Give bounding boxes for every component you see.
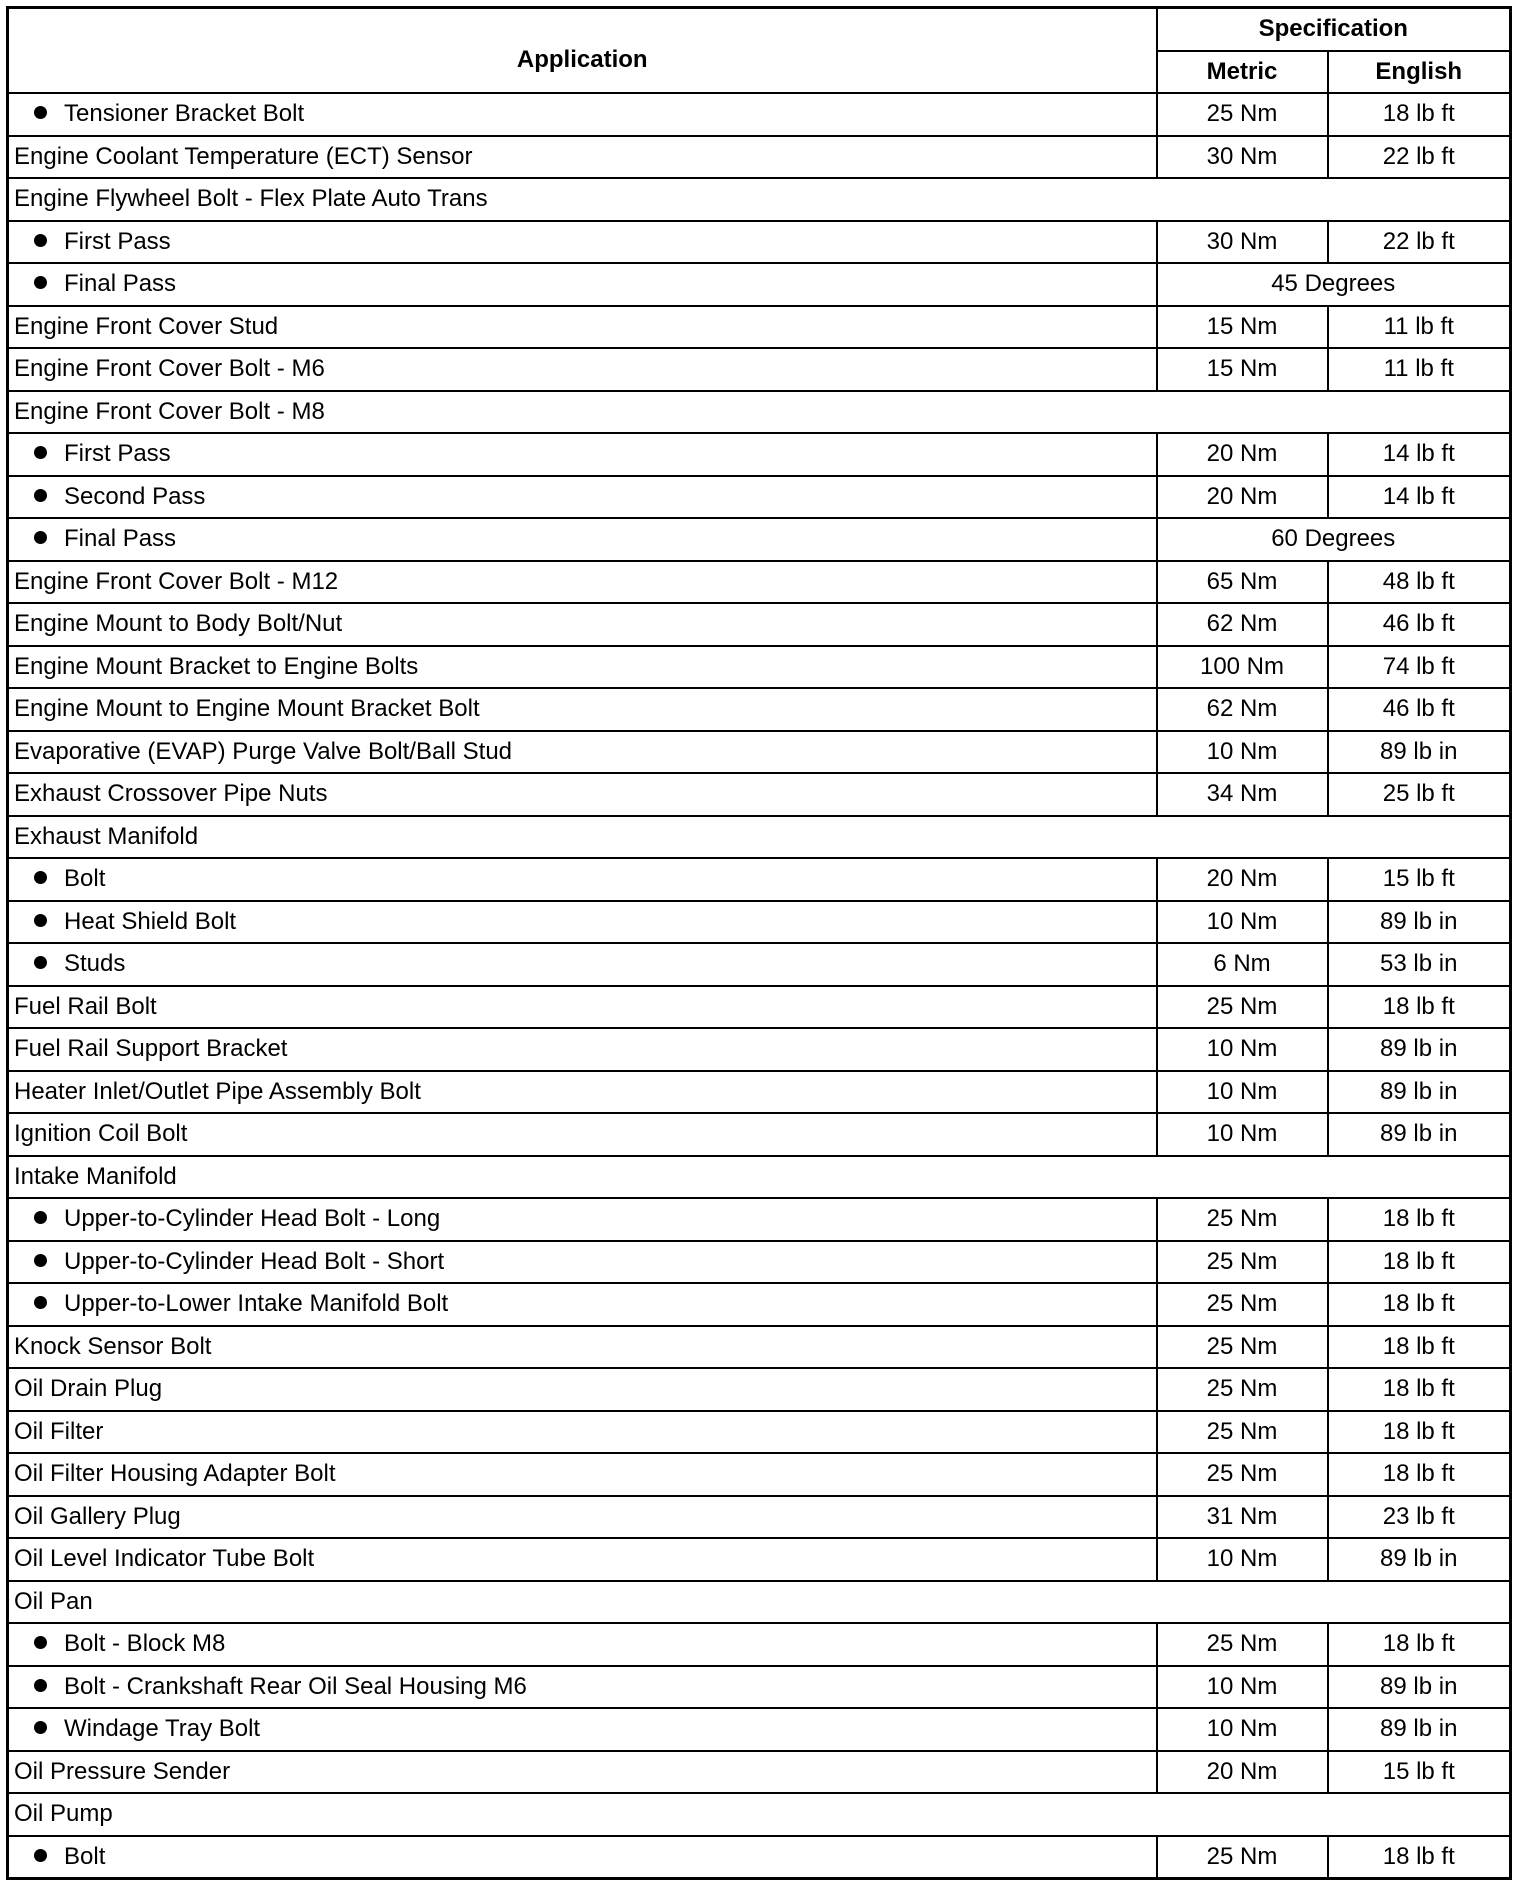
application-label: Engine Front Cover Bolt - M6: [14, 355, 325, 383]
table-row: [8, 1666, 1511, 1709]
application-cell: [8, 136, 1157, 179]
english-cell: 89 lb in: [1328, 1666, 1511, 1709]
table-row: [8, 1793, 1511, 1836]
english-cell: 89 lb in: [1328, 1708, 1511, 1751]
table-row: [8, 1156, 1511, 1199]
table-row: [8, 943, 1511, 986]
application-cell: [8, 646, 1157, 689]
english-cell: 18 lb ft: [1328, 1326, 1511, 1369]
application-label: Oil Pan: [14, 1587, 93, 1615]
application-label: Final Pass: [64, 525, 177, 553]
bullet-icon: [34, 531, 47, 544]
application-label: Bolt - Block M8: [64, 1630, 226, 1658]
application-label: Upper-to-Lower Intake Manifold Bolt: [64, 1290, 449, 1318]
english-cell: 46 lb ft: [1328, 603, 1511, 646]
english-cell: 22 lb ft: [1328, 221, 1511, 264]
metric-cell: 20 Nm: [1157, 433, 1328, 476]
english-cell: 18 lb ft: [1328, 1198, 1511, 1241]
table-row: [8, 1241, 1511, 1284]
application-label: Oil Gallery Plug: [14, 1502, 181, 1530]
english-cell: 74 lb ft: [1328, 646, 1511, 689]
english-cell: 89 lb in: [1328, 731, 1511, 774]
metric-cell: 25 Nm: [1157, 1836, 1328, 1879]
english-cell: 18 lb ft: [1328, 1368, 1511, 1411]
application-cell: [8, 263, 1157, 306]
header-application: Application: [8, 8, 1157, 94]
application-label: Knock Sensor Bolt: [14, 1332, 212, 1360]
metric-cell: 10 Nm: [1157, 1071, 1328, 1114]
application-label: Engine Front Cover Bolt - M12: [14, 567, 339, 595]
bullet-icon: [34, 1849, 47, 1862]
application-label: Intake Manifold: [14, 1162, 177, 1190]
application-label: Engine Flywheel Bolt - Flex Plate Auto Trans: [14, 185, 488, 213]
metric-cell: 100 Nm: [1157, 646, 1328, 689]
metric-cell: 30 Nm: [1157, 221, 1328, 264]
application-label: Oil Filter: [14, 1417, 104, 1445]
metric-cell: 20 Nm: [1157, 1751, 1328, 1794]
application-cell: [8, 518, 1157, 561]
metric-cell: 20 Nm: [1157, 476, 1328, 519]
table-row: [8, 646, 1511, 689]
table-row: [8, 603, 1511, 646]
table-row: [8, 1581, 1511, 1624]
english-cell: 18 lb ft: [1328, 1283, 1511, 1326]
english-cell: 18 lb ft: [1328, 1411, 1511, 1454]
table-row: [8, 178, 1511, 221]
application-cell: [8, 1453, 1157, 1496]
application-label: Oil Drain Plug: [14, 1375, 163, 1403]
metric-cell: 25 Nm: [1157, 1453, 1328, 1496]
english-cell: 18 lb ft: [1328, 1453, 1511, 1496]
application-cell: [8, 1198, 1157, 1241]
application-label: Ignition Coil Bolt: [14, 1120, 188, 1148]
bullet-icon: [34, 106, 47, 119]
application-cell: [8, 901, 1157, 944]
application-label: Bolt: [64, 1842, 106, 1870]
application-cell: [8, 1836, 1157, 1879]
table-row: [8, 1538, 1511, 1581]
bullet-icon: [34, 871, 47, 884]
metric-cell: 25 Nm: [1157, 986, 1328, 1029]
english-cell: 89 lb in: [1328, 1113, 1511, 1156]
english-cell: 18 lb ft: [1328, 1623, 1511, 1666]
application-cell: [8, 1666, 1157, 1709]
application-cell: [8, 1368, 1157, 1411]
application-cell: [8, 348, 1157, 391]
application-label: Fuel Rail Support Bracket: [14, 1035, 288, 1063]
bullet-icon: [34, 276, 47, 289]
application-cell: [8, 816, 1511, 859]
table-row: [8, 1283, 1511, 1326]
application-label: Upper-to-Cylinder Head Bolt - Long: [64, 1205, 441, 1233]
table-row: [8, 348, 1511, 391]
application-cell: [8, 1623, 1157, 1666]
table-row: [8, 858, 1511, 901]
english-cell: 22 lb ft: [1328, 136, 1511, 179]
application-label: Oil Level Indicator Tube Bolt: [14, 1545, 315, 1573]
application-label: First Pass: [64, 440, 171, 468]
application-label: Second Pass: [64, 482, 206, 510]
table-row: [8, 1113, 1511, 1156]
table-row: [8, 1411, 1511, 1454]
header-row-top: [8, 8, 1511, 51]
table-row: [8, 221, 1511, 264]
application-cell: [8, 1708, 1157, 1751]
english-cell: 89 lb in: [1328, 1028, 1511, 1071]
metric-cell: 34 Nm: [1157, 773, 1328, 816]
application-label: Engine Mount to Body Bolt/Nut: [14, 610, 343, 638]
english-cell: 18 lb ft: [1328, 986, 1511, 1029]
application-label: Exhaust Manifold: [14, 822, 199, 850]
application-label: Upper-to-Cylinder Head Bolt - Short: [64, 1247, 445, 1275]
table-row: [8, 1453, 1511, 1496]
table-row: [8, 433, 1511, 476]
application-cell: [8, 1581, 1511, 1624]
english-cell: 11 lb ft: [1328, 306, 1511, 349]
application-cell: [8, 433, 1157, 476]
application-label: Oil Filter Housing Adapter Bolt: [14, 1460, 336, 1488]
table-row: [8, 93, 1511, 136]
table-row: [8, 561, 1511, 604]
english-cell: 89 lb in: [1328, 901, 1511, 944]
application-label: Windage Tray Bolt: [64, 1715, 261, 1743]
specification-cell: 60 Degrees: [1157, 518, 1511, 561]
table-row: [8, 391, 1511, 434]
application-cell: [8, 731, 1157, 774]
application-label: Heat Shield Bolt: [64, 907, 237, 935]
bullet-icon: [34, 1296, 47, 1309]
application-label: Studs: [64, 950, 126, 978]
application-cell: [8, 1496, 1157, 1539]
table-row: [8, 1368, 1511, 1411]
english-cell: 18 lb ft: [1328, 93, 1511, 136]
bullet-icon: [34, 1721, 47, 1734]
table-row: [8, 731, 1511, 774]
header-english: English: [1328, 51, 1511, 94]
bullet-icon: [34, 1254, 47, 1267]
english-cell: 53 lb in: [1328, 943, 1511, 986]
metric-cell: 25 Nm: [1157, 93, 1328, 136]
application-label: Final Pass: [64, 270, 177, 298]
table-body: [8, 93, 1511, 1879]
header-specification: Specification: [1157, 8, 1511, 51]
metric-cell: 25 Nm: [1157, 1198, 1328, 1241]
metric-cell: 20 Nm: [1157, 858, 1328, 901]
application-cell: [8, 603, 1157, 646]
metric-cell: 62 Nm: [1157, 688, 1328, 731]
application-label: Evaporative (EVAP) Purge Valve Bolt/Ball Stud: [14, 737, 513, 765]
application-cell: [8, 306, 1157, 349]
application-cell: [8, 1283, 1157, 1326]
table-row: [8, 1071, 1511, 1114]
metric-cell: 15 Nm: [1157, 348, 1328, 391]
application-label: Engine Front Cover Bolt - M8: [14, 397, 325, 425]
metric-cell: 25 Nm: [1157, 1326, 1328, 1369]
application-label: First Pass: [64, 227, 171, 255]
application-cell: [8, 391, 1511, 434]
torque-specification-table: [6, 6, 1512, 1880]
application-cell: [8, 1793, 1511, 1836]
table-row: [8, 518, 1511, 561]
table-row: [8, 773, 1511, 816]
table-row: [8, 263, 1511, 306]
metric-cell: 10 Nm: [1157, 1113, 1328, 1156]
application-cell: [8, 1156, 1511, 1199]
metric-cell: 25 Nm: [1157, 1623, 1328, 1666]
application-cell: [8, 1241, 1157, 1284]
application-cell: [8, 858, 1157, 901]
bullet-icon: [34, 956, 47, 969]
metric-cell: 10 Nm: [1157, 731, 1328, 774]
application-cell: [8, 986, 1157, 1029]
metric-cell: 10 Nm: [1157, 1708, 1328, 1751]
table-row: [8, 1708, 1511, 1751]
bullet-icon: [34, 1679, 47, 1692]
table-row: [8, 816, 1511, 859]
english-cell: 14 lb ft: [1328, 433, 1511, 476]
metric-cell: 25 Nm: [1157, 1283, 1328, 1326]
metric-cell: 15 Nm: [1157, 306, 1328, 349]
bullet-icon: [34, 1211, 47, 1224]
table-row: [8, 1623, 1511, 1666]
application-label: Engine Mount to Engine Mount Bracket Bolt: [14, 695, 480, 723]
application-cell: [8, 1113, 1157, 1156]
application-cell: [8, 773, 1157, 816]
metric-cell: 10 Nm: [1157, 1028, 1328, 1071]
application-label: Tensioner Bracket Bolt: [64, 100, 305, 128]
application-cell: [8, 561, 1157, 604]
bullet-icon: [34, 914, 47, 927]
metric-cell: 10 Nm: [1157, 1666, 1328, 1709]
metric-cell: 25 Nm: [1157, 1411, 1328, 1454]
application-label: Oil Pressure Sender: [14, 1757, 231, 1785]
table-row: [8, 1028, 1511, 1071]
table-row: [8, 986, 1511, 1029]
english-cell: 15 lb ft: [1328, 858, 1511, 901]
metric-cell: 6 Nm: [1157, 943, 1328, 986]
bullet-icon: [34, 1636, 47, 1649]
metric-cell: 65 Nm: [1157, 561, 1328, 604]
application-cell: [8, 1028, 1157, 1071]
metric-cell: 10 Nm: [1157, 901, 1328, 944]
english-cell: 89 lb in: [1328, 1071, 1511, 1114]
application-cell: [8, 1071, 1157, 1114]
table-row: [8, 1836, 1511, 1879]
specification-cell: 45 Degrees: [1157, 263, 1511, 306]
table-row: [8, 1326, 1511, 1369]
table-row: [8, 136, 1511, 179]
table-row: [8, 1751, 1511, 1794]
application-label: Bolt - Crankshaft Rear Oil Seal Housing M6: [64, 1672, 527, 1700]
english-cell: 89 lb in: [1328, 1538, 1511, 1581]
application-cell: [8, 93, 1157, 136]
application-label: Engine Coolant Temperature (ECT) Sensor: [14, 142, 473, 170]
application-label: Bolt: [64, 865, 106, 893]
english-cell: 25 lb ft: [1328, 773, 1511, 816]
table-row: [8, 1496, 1511, 1539]
application-label: Fuel Rail Bolt: [14, 992, 157, 1020]
metric-cell: 62 Nm: [1157, 603, 1328, 646]
application-label: Exhaust Crossover Pipe Nuts: [14, 780, 328, 808]
application-cell: [8, 178, 1511, 221]
application-label: Engine Mount Bracket to Engine Bolts: [14, 652, 419, 680]
application-label: Heater Inlet/Outlet Pipe Assembly Bolt: [14, 1077, 421, 1105]
table-row: [8, 476, 1511, 519]
bullet-icon: [34, 446, 47, 459]
application-cell: [8, 1538, 1157, 1581]
english-cell: 15 lb ft: [1328, 1751, 1511, 1794]
table-row: [8, 306, 1511, 349]
metric-cell: 25 Nm: [1157, 1368, 1328, 1411]
application-cell: [8, 1751, 1157, 1794]
english-cell: 23 lb ft: [1328, 1496, 1511, 1539]
application-cell: [8, 943, 1157, 986]
table-row: [8, 688, 1511, 731]
application-cell: [8, 1326, 1157, 1369]
english-cell: 11 lb ft: [1328, 348, 1511, 391]
table-row: [8, 1198, 1511, 1241]
metric-cell: 10 Nm: [1157, 1538, 1328, 1581]
metric-cell: 31 Nm: [1157, 1496, 1328, 1539]
table-row: [8, 901, 1511, 944]
metric-cell: 25 Nm: [1157, 1241, 1328, 1284]
english-cell: 46 lb ft: [1328, 688, 1511, 731]
bullet-icon: [34, 489, 47, 502]
application-label: Engine Front Cover Stud: [14, 312, 279, 340]
application-cell: [8, 688, 1157, 731]
bullet-icon: [34, 234, 47, 247]
application-cell: [8, 476, 1157, 519]
application-label: Oil Pump: [14, 1800, 113, 1828]
metric-cell: 30 Nm: [1157, 136, 1328, 179]
english-cell: 48 lb ft: [1328, 561, 1511, 604]
application-cell: [8, 1411, 1157, 1454]
header-metric: Metric: [1157, 51, 1328, 94]
english-cell: 18 lb ft: [1328, 1836, 1511, 1879]
application-cell: [8, 221, 1157, 264]
english-cell: 18 lb ft: [1328, 1241, 1511, 1284]
english-cell: 14 lb ft: [1328, 476, 1511, 519]
